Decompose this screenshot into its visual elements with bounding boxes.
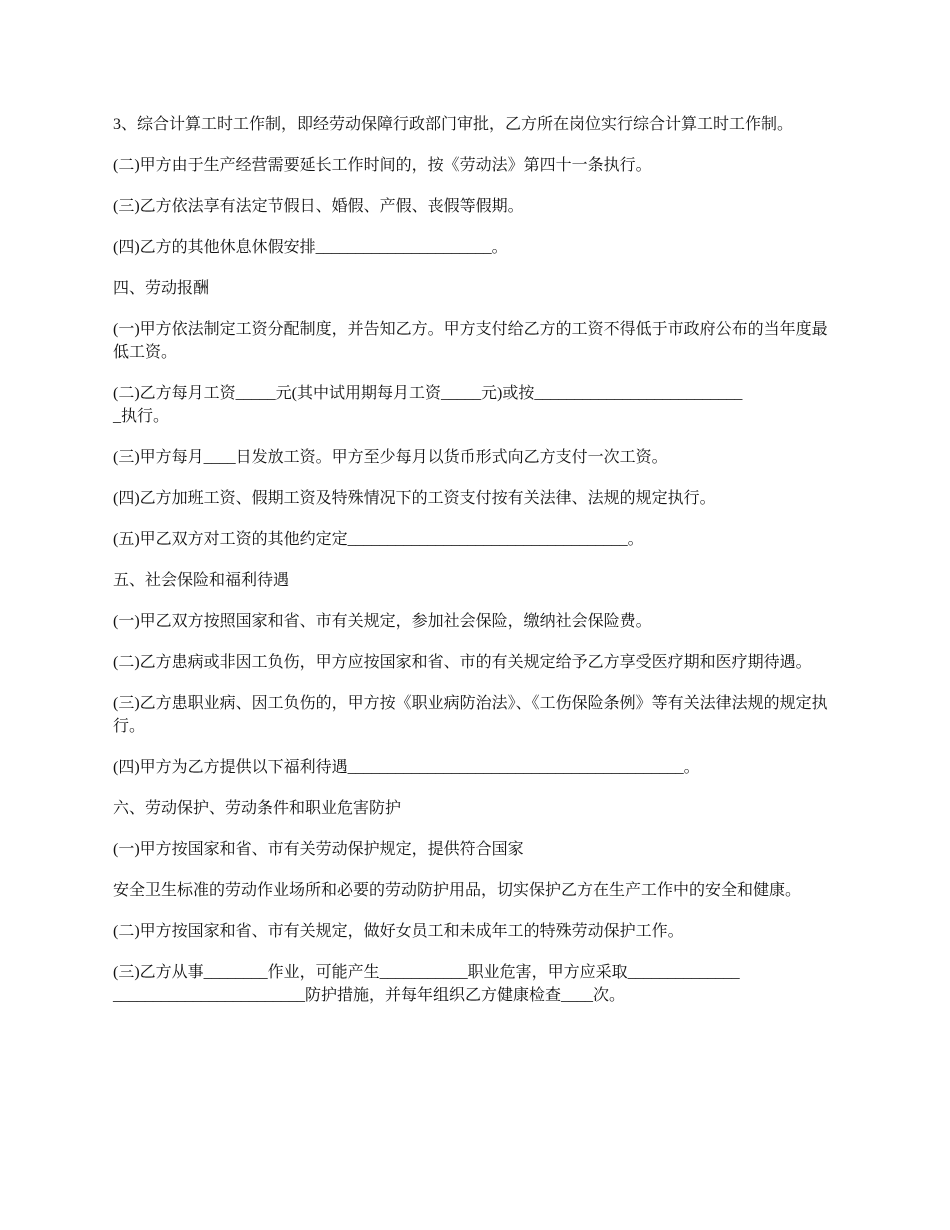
paragraph-female-minor-workers: (二)甲方按国家和省、市有关规定，做好女员工和未成年工的特殊劳动保护工作。 [113, 923, 684, 940]
paragraph-monthly-wage: (二)乙方每月工资_____元(其中试用期每月工资_____元)或按__________________________ _执行。 [113, 385, 743, 425]
paragraph-safety-standards: 安全卫生标准的劳动作业场所和必要的劳动防护用品，切实保护乙方在生产工作中的安全和健康。 [113, 882, 802, 899]
document-body [113, 113, 840, 1025]
paragraph-protection-regulations: (一)甲方按国家和省、市有关劳动保护规定，提供符合国家 [113, 841, 524, 858]
paragraph-welfare: (四)甲方为乙方提供以下福利待遇__________________________________________。 [113, 759, 700, 776]
paragraph-overtime-pay: (四)乙方加班工资、假期工资及特殊情况下的工资支付按有关法律、法规的规定执行。 [113, 490, 716, 507]
section-heading-labor-protection: 六、劳动保护、劳动条件和职业危害防护 [113, 800, 402, 817]
section-heading-social-insurance: 五、社会保险和福利待遇 [113, 572, 290, 589]
paragraph-occupational-hazards: (三)乙方从事________作业，可能产生___________职业危害，甲方应采取______________ ________________________防护措施，并每年组织乙方健康检查____次。 [113, 964, 740, 1004]
paragraph-pay-day: (三)甲方每月____日发放工资。甲方至少每月以货币形式向乙方支付一次工资。 [113, 449, 668, 466]
paragraph-other-leave: (四)乙方的其他休息休假安排______________________。 [113, 239, 508, 256]
paragraph-statutory-holidays: (三)乙方依法享有法定节假日、婚假、产假、丧假等假期。 [113, 198, 524, 215]
paragraph-wage-system: (一)甲方依法制定工资分配制度，并告知乙方。甲方支付给乙方的工资不得低于市政府公布的当年度最低工资。 [113, 321, 828, 361]
paragraph-other-wage-terms: (五)甲乙双方对工资的其他约定定___________________________________。 [113, 531, 644, 548]
paragraph-work-hours-comprehensive: 3、综合计算工时工作制，即经劳动保障行政部门审批，乙方所在岗位实行综合计算工时工作制。 [113, 116, 794, 133]
paragraph-overtime: (二)甲方由于生产经营需要延长工作时间的，按《劳动法》第四十一条执行。 [113, 157, 652, 174]
section-heading-remuneration: 四、劳动报酬 [113, 280, 210, 297]
paragraph-occupational-disease: (三)乙方患职业病、因工负伤的，甲方按《职业病防治法》、《工伤保险条例》等有关法律法规的规定执行。 [113, 695, 828, 735]
paragraph-medical-period: (二)乙方患病或非因工负伤，甲方应按国家和省、市的有关规定给予乙方享受医疗期和医疗期待遇。 [113, 654, 812, 671]
paragraph-social-insurance: (一)甲乙双方按照国家和省、市有关规定，参加社会保险，缴纳社会保险费。 [113, 613, 652, 630]
